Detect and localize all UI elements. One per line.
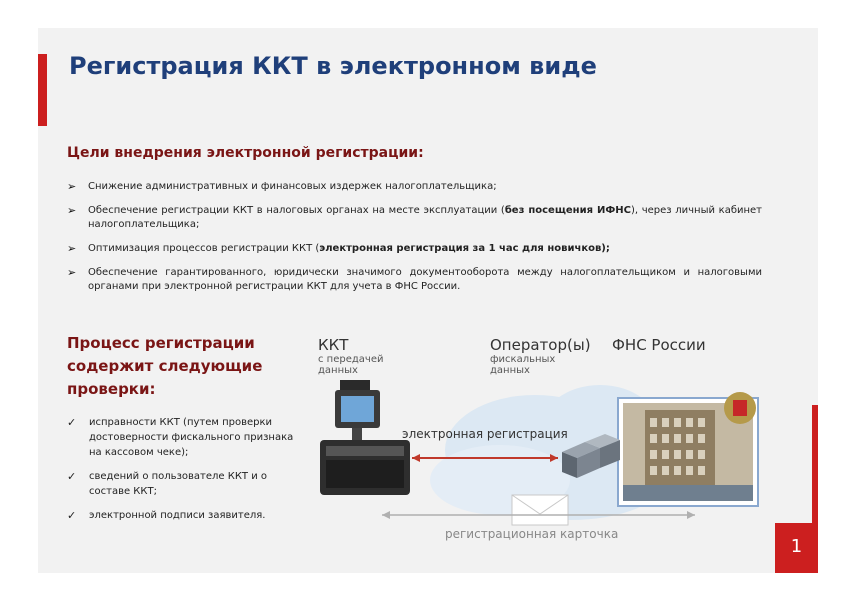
card-label: регистрационная карточка	[445, 527, 619, 541]
operator-sub-label-1: фискальных	[490, 354, 556, 365]
goal-text: Оптимизация процессов регистрации ККТ (	[88, 243, 320, 254]
arrow-bullet-icon: ➢	[67, 242, 77, 255]
list-item	[67, 415, 302, 460]
emblem-icon	[724, 392, 756, 424]
goals-list	[67, 180, 762, 304]
envelope-icon	[512, 495, 568, 525]
list-item	[67, 266, 762, 294]
process-heading: Процесс регистрации содержит следующие проверки:	[67, 334, 263, 398]
title-accent-bar	[38, 54, 47, 126]
side-accent-bar	[812, 405, 818, 523]
kkt-sub-label-2: данных	[318, 365, 358, 376]
goals-heading: Цели внедрения электронной регистрации:	[67, 145, 424, 161]
list-item	[67, 469, 302, 499]
fns-label: ФНС России	[612, 336, 706, 354]
check-text: электронной подписи заявителя.	[89, 510, 266, 521]
cash-register-icon	[320, 380, 410, 495]
checkmark-icon: ✓	[67, 416, 77, 429]
goal-text: Обеспечение регистрации ККТ в налоговых органах на месте эксплуатации (	[88, 205, 505, 216]
goal-text: Обеспечение гарантированного, юридически значимого документооборота между налогоплательщиком и налоговыми органами при электронной регистрации ККТ для учета в ФНС России.	[88, 267, 762, 292]
list-item	[67, 204, 762, 232]
page-title: Регистрация ККТ в электронном виде	[69, 52, 597, 80]
list-item	[67, 508, 302, 523]
goal-text: Снижение административных и финансовых издержек налогоплательщика;	[88, 181, 497, 192]
page-number: 1	[790, 536, 803, 557]
kkt-sub-label-1: с передачей	[318, 354, 384, 365]
goal-text-after: ), через личный кабинет налогоплательщика;	[88, 205, 763, 230]
arrow-bullet-icon: ➢	[67, 266, 77, 279]
list-item	[67, 242, 762, 256]
checks-list	[67, 415, 302, 532]
arrow-bullet-icon: ➢	[67, 180, 77, 193]
kkt-label: ККТ	[318, 336, 349, 354]
check-text: сведений о пользователе ККТ и о составе ККТ;	[89, 471, 268, 497]
list-item	[67, 180, 762, 194]
checkmark-icon: ✓	[67, 470, 77, 483]
check-text: исправности ККТ (путем проверки достоверности фискального признака на кассовом чеке);	[89, 417, 294, 458]
arrow-bullet-icon: ➢	[67, 204, 77, 217]
goal-bold-text: без посещения ИФНС	[504, 205, 631, 216]
operator-sub-label-2: данных	[490, 365, 530, 376]
e-registration-label: электронная регистрация	[402, 427, 568, 441]
operator-label: Оператор(ы)	[490, 336, 591, 354]
goal-bold-text: электронная регистрация за 1 час для новичков);	[319, 243, 610, 254]
checkmark-icon: ✓	[67, 509, 77, 522]
